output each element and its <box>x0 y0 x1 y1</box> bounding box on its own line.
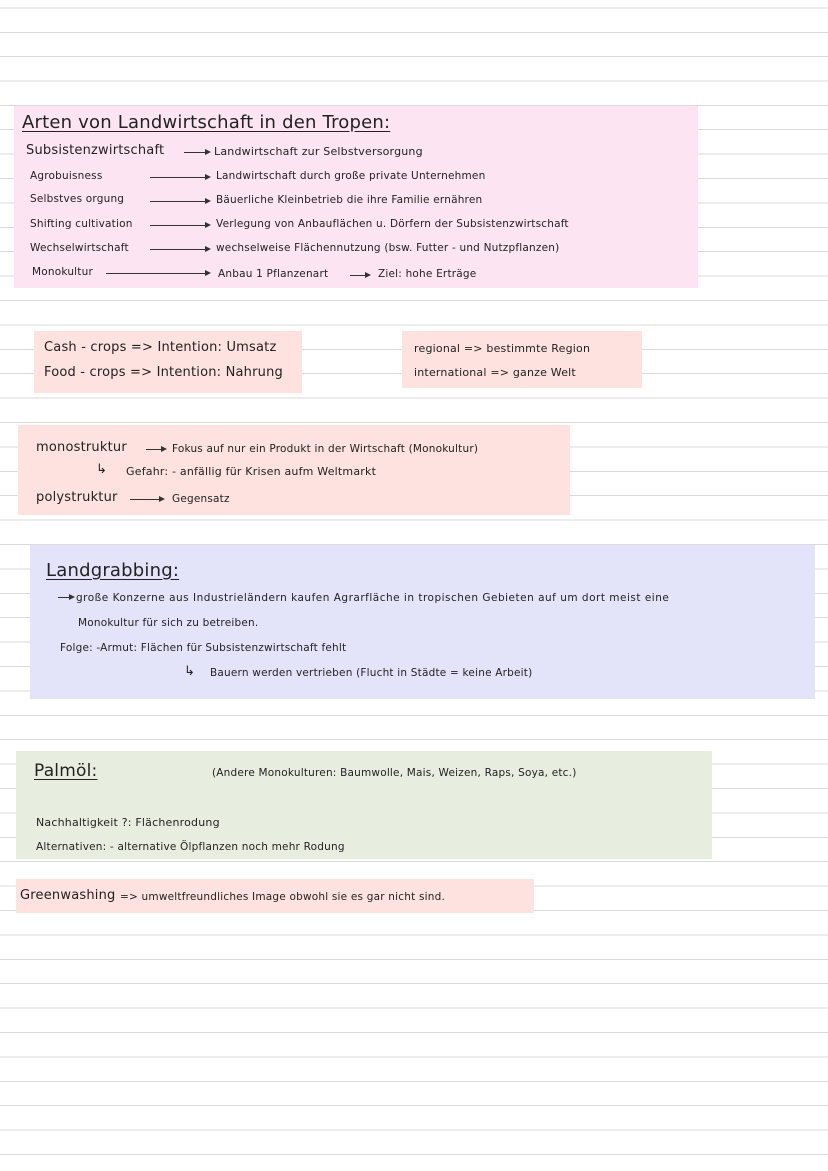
greenwashing-def: => umweltfreundliches Image obwohl sie es gar nicht sind. <box>120 891 445 903</box>
regional-line: regional => bestimmte Region <box>414 342 591 355</box>
def-agrobuisness: Landwirtschaft durch große private Unternehmen <box>216 170 486 182</box>
term-selbstversorgung: Selbstves orgung <box>30 193 125 205</box>
arrow-icon <box>146 449 162 450</box>
palmoel-note: (Andere Monokulturen: Baumwolle, Mais, Weizen, Raps, Soya, etc.) <box>212 767 577 779</box>
regional-box <box>402 331 642 388</box>
def-monokultur: Anbau 1 Pflanzenart <box>218 268 329 280</box>
sub-arrow-icon: ↳ <box>96 462 108 477</box>
term-wechselwirtschaft: Wechselwirtschaft <box>30 242 129 254</box>
polystruktur-def: Gegensatz <box>172 493 230 505</box>
monostruktur-term: monostruktur <box>36 440 127 455</box>
landgrabbing-title: Landgrabbing: <box>46 560 180 581</box>
arrow-icon <box>106 273 206 274</box>
palmoel-nachhaltigkeit: Nachhaltigkeit ?: Flächenrodung <box>36 816 220 829</box>
landgrabbing-folge: Folge: -Armut: Flächen für Subsistenzwirtschaft fehlt <box>60 642 347 654</box>
def-selbstversorgung: Bäuerliche Kleinbetrieb die ihre Familie ernähren <box>216 194 483 206</box>
term-monokultur: Monokultur <box>32 266 93 278</box>
arrow-icon <box>150 249 206 250</box>
gefahr-line: Gefahr: - anfällig für Krisen aufm Weltmarkt <box>126 465 377 478</box>
palmoel-alternativen: Alternativen: - alternative Ölpflanzen noch mehr Rodung <box>36 841 345 853</box>
def-subsistenzwirtschaft: Landwirtschaft zur Selbstversorgung <box>214 145 423 158</box>
term-agrobuisness: Agrobuisness <box>30 170 103 182</box>
landgrabbing-sub: Bauern werden vertrieben (Flucht in Städte = keine Arbeit) <box>210 667 533 679</box>
arrow-icon <box>58 597 70 598</box>
term-shifting-cultivation: Shifting cultivation <box>30 218 133 230</box>
arrow-icon <box>130 499 160 500</box>
arrow-icon <box>184 152 206 153</box>
def-wechselwirtschaft: wechselweise Flächennutzung (bsw. Futter - und Nutzpflanzen) <box>216 242 560 254</box>
section-arten-title: Arten von Landwirtschaft in den Tropen: <box>22 112 391 133</box>
food-crops-line: Food - crops => Intention: Nahrung <box>44 365 283 380</box>
polystruktur-term: polystruktur <box>36 490 118 505</box>
landgrabbing-line1: große Konzerne aus Industrieländern kaufen Agrarfläche in tropischen Gebieten auf um dort meist eine <box>76 592 670 604</box>
def-shifting-cultivation: Verlegung von Anbauflächen u. Dörfern der Subsistenzwirtschaft <box>216 218 569 230</box>
arrow-icon <box>150 201 206 202</box>
arrow-icon <box>150 177 206 178</box>
cash-crops-line: Cash - crops => Intention: Umsatz <box>44 340 277 355</box>
arrow-icon <box>350 275 366 276</box>
term-subsistenzwirtschaft: Subsistenzwirtschaft <box>26 143 165 158</box>
monokultur-ziel: Ziel: hohe Erträge <box>378 268 477 280</box>
sub-arrow-icon: ↳ <box>184 664 196 679</box>
international-line: international => ganze Welt <box>414 366 576 379</box>
monostruktur-def: Fokus auf nur ein Produkt in der Wirtschaft (Monokultur) <box>172 443 479 455</box>
greenwashing-term: Greenwashing <box>20 888 116 903</box>
palmoel-title: Palmöl: <box>34 761 98 781</box>
arrow-icon <box>150 225 206 226</box>
landgrabbing-line2: Monokultur für sich zu betreiben. <box>78 617 259 629</box>
